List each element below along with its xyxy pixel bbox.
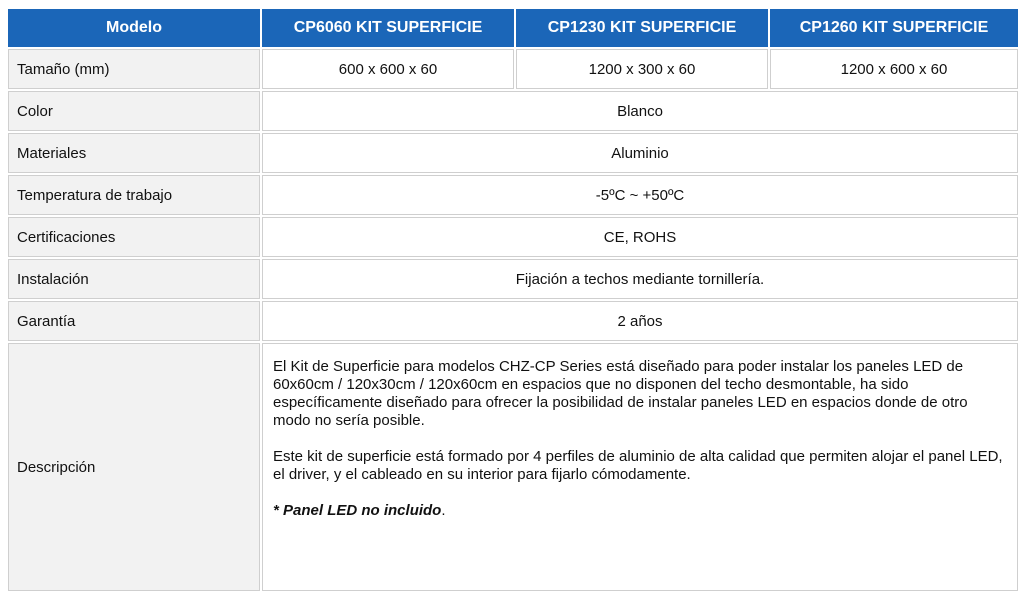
note-text: * Panel LED no incluido bbox=[273, 502, 442, 519]
label-color: Color bbox=[8, 91, 260, 131]
label-size: Tamaño (mm) bbox=[8, 49, 260, 89]
header-cp1230: CP1230 KIT SUPERFICIE bbox=[516, 9, 768, 47]
row-warranty bbox=[8, 301, 1018, 341]
value-size-cp1260: 1200 x 600 x 60 bbox=[770, 49, 1018, 89]
value-temperature: -5ºC ~ +50ºC bbox=[262, 175, 1018, 215]
value-description bbox=[262, 343, 1018, 591]
label-materials: Materiales bbox=[8, 133, 260, 173]
description-paragraph-1: El Kit de Superficie para modelos CHZ-CP Series está diseñado para poder instalar los paneles LED de 60x60cm / 120x30cm / 120x60cm en espacios que no disponen del techo desmontable, ha sido específicamente diseñado para ofrecer la posibilidad de instalar paneles LED en espacios donde de otro modo no sería posible. bbox=[273, 358, 968, 429]
label-installation: Instalación bbox=[8, 259, 260, 299]
header-cp6060: CP6060 KIT SUPERFICIE bbox=[262, 9, 514, 47]
value-materials: Aluminio bbox=[262, 133, 1018, 173]
header-row bbox=[8, 9, 1018, 47]
row-temperature bbox=[8, 175, 1018, 215]
note-tail: . bbox=[441, 502, 446, 519]
value-size-cp6060: 600 x 600 x 60 bbox=[262, 49, 514, 89]
row-certifications bbox=[8, 217, 1018, 257]
row-size bbox=[8, 49, 1018, 89]
label-description: Descripción bbox=[8, 343, 260, 591]
value-installation: Fijación a techos mediante tornillería. bbox=[262, 259, 1018, 299]
label-temperature: Temperatura de trabajo bbox=[8, 175, 260, 215]
row-installation bbox=[8, 259, 1018, 299]
spec-table bbox=[6, 7, 1020, 593]
description-note bbox=[273, 502, 1005, 520]
value-size-cp1230: 1200 x 300 x 60 bbox=[516, 49, 768, 89]
header-model: Modelo bbox=[8, 9, 260, 47]
row-description bbox=[8, 343, 1018, 591]
value-certifications: CE, ROHS bbox=[262, 217, 1018, 257]
label-warranty: Garantía bbox=[8, 301, 260, 341]
value-warranty: 2 años bbox=[262, 301, 1018, 341]
row-color bbox=[8, 91, 1018, 131]
spec-table-container bbox=[6, 7, 1018, 593]
value-color: Blanco bbox=[262, 91, 1018, 131]
description-paragraph-2: Este kit de superficie está formado por 4 perfiles de aluminio de alta calidad que permiten alojar el panel LED, el driver, y el cableado en su interior para fijarlo cómodamente. bbox=[273, 448, 1003, 483]
row-materials bbox=[8, 133, 1018, 173]
header-cp1260: CP1260 KIT SUPERFICIE bbox=[770, 9, 1018, 47]
label-certifications: Certificaciones bbox=[8, 217, 260, 257]
